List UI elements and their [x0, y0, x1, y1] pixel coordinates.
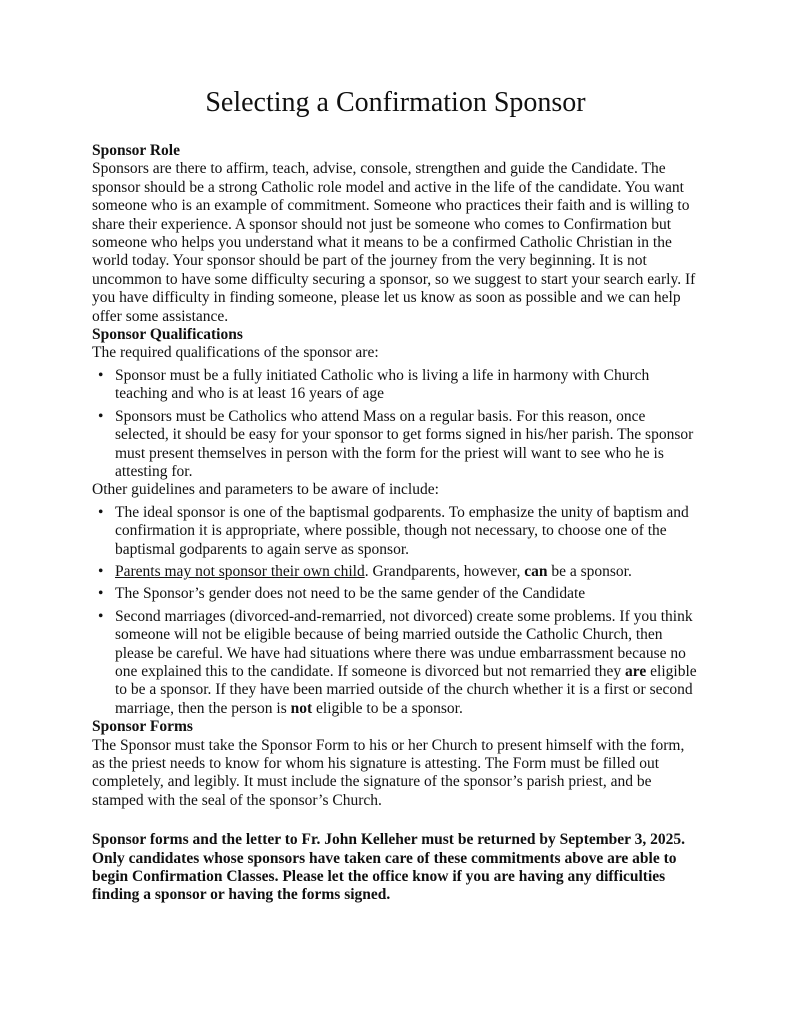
text-segment: Sponsors must be Catholics who attend Mass on a regular basis. For this reason, once selected, it should be easy for your sponsor to get forms signed in his/her parish. The sponsor must present themselves in person with the form for the priest will want to see who he is attesting for. — [115, 407, 694, 480]
bullet-marker: • — [98, 407, 104, 425]
list-item — [92, 585, 699, 603]
list-item — [92, 563, 699, 581]
text-segment: . Grandparents, however, — [364, 562, 525, 580]
bullet-marker: • — [98, 562, 104, 580]
heading-sponsor-qualifications: Sponsor Qualifications — [92, 326, 243, 344]
list-item — [92, 608, 699, 718]
deadline-paragraph: Sponsor forms and the letter to Fr. John Kelleher must be returned by September 3, 2025. Only candidates whose sponsors have taken care of these commitments above are able to begin Confirmation Classes. Please let the office know if you are having any difficulties finding a sponsor or having the forms signed. — [92, 831, 686, 904]
sponsor-forms-paragraph: The Sponsor must take the Sponsor Form to his or her Church to present himself with the form, as the priest needs to know for whom his signature is attesting. The Form must be filled out completely, and legibly. It must include the signature of the sponsor’s parish priest, and be stamped with the seal of the sponsor’s Church. — [92, 736, 685, 809]
text-segment: Sponsor must be a fully initiated Catholic who is living a life in harmony with Church teaching and who is at least 16 years of age — [115, 366, 650, 403]
bullet-marker: • — [98, 585, 104, 603]
text-segment: Parents may not sponsor their own child — [115, 562, 365, 580]
text-segment: Second marriages (divorced-and-remarried, not divorced) create some problems. If you think someone will not be eligible because of being married outside the Catholic Church, then please be careful. We have had situations where there was undue embarrassment because no one explained this to the candidate. If someone is divorced but not remarried they — [115, 607, 693, 680]
bullet-marker: • — [98, 503, 104, 521]
text-segment: are — [625, 662, 647, 680]
sponsor-role-paragraph: Sponsors are there to affirm, teach, advise, console, strengthen and guide the Candidate. The sponsor should be a strong Catholic role model and active in the life of the candidate. You want someone who is an example of commitment. Someone who practices their faith and is willing to share their experience. A sponsor should not just be someone who comes to Confirmation but someone who helps you understand what it means to be a confirmed Catholic Christian in the world today. Your sponsor should be part of the journey from the very beginning. It is not uncommon to have some difficulty securing a sponsor, so we suggest to start your search early. If you have difficulty in finding someone, please let us know as soon as possible and we can help offer some assistance. — [92, 160, 696, 325]
heading-sponsor-role: Sponsor Role — [92, 142, 180, 159]
qualifications-intro: The required qualifications of the sponsor are: — [92, 344, 379, 362]
bullet-marker: • — [98, 366, 104, 384]
guidelines-intro: Other guidelines and parameters to be aware of include: — [92, 481, 439, 499]
guidelines-list — [92, 504, 699, 718]
text-segment: can — [524, 562, 548, 580]
list-item — [92, 408, 699, 482]
text-segment: not — [290, 699, 313, 717]
qualifications-list — [92, 367, 699, 481]
list-item — [92, 367, 699, 404]
text-segment: The ideal sponsor is one of the baptismal godparents. To emphasize the unity of baptism and confirmation it is appropriate, where possible, though not necessary, to choose one of the baptismal godparents to again serve as sponsor. — [115, 503, 689, 558]
text-segment: be a sponsor. — [547, 562, 632, 580]
bullet-marker: • — [98, 607, 104, 625]
text-segment: eligible to be a sponsor. If they have been married outside of the church whether it is a first or second marriage, then the person is — [115, 662, 697, 717]
page-title: Selecting a Confirmation Sponsor — [205, 87, 586, 118]
text-segment: eligible to be a sponsor. — [312, 699, 463, 717]
heading-sponsor-forms: Sponsor Forms — [92, 718, 193, 736]
list-item — [92, 504, 699, 559]
text-segment: The Sponsor’s gender does not need to be the same gender of the Candidate — [115, 585, 586, 603]
